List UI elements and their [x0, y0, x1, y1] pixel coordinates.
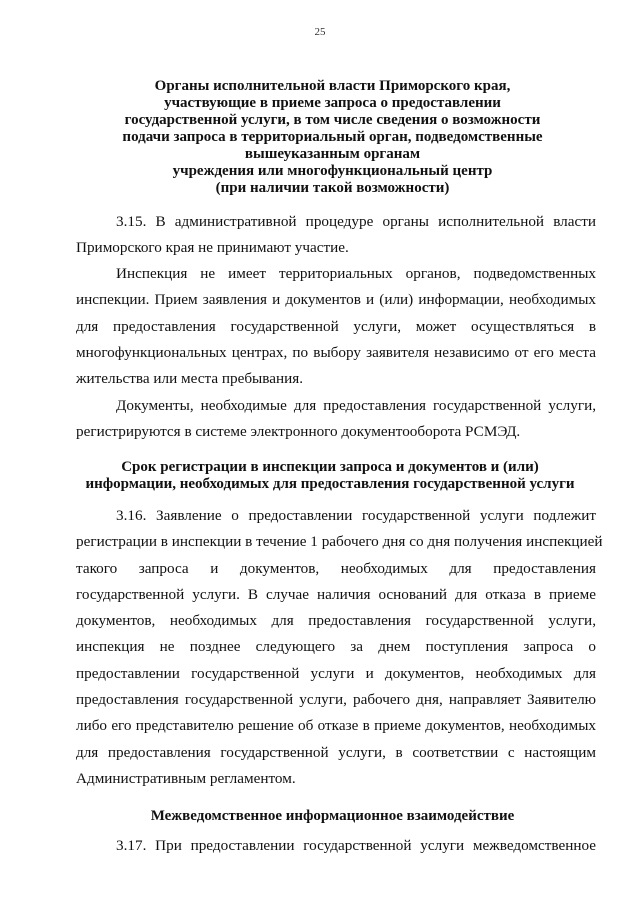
- text-line: Документы, необходимые для предоставления государственной услуги,: [116, 397, 596, 414]
- heading-line: участвующие в приеме запроса о предоставлении: [164, 95, 501, 111]
- heading-line: Межведомственное информационное взаимодействие: [150, 808, 515, 824]
- text-line: такого запроса и документов, необходимых для предоставления: [76, 559, 596, 577]
- heading-line: государственной услуги, в том числе сведения о возможности: [124, 112, 541, 128]
- text-line: инспекция не позднее следующего за днем поступления запроса о: [76, 638, 596, 656]
- heading-line: (при наличии такой возможности): [215, 180, 450, 196]
- text-line: государственной услуги. В случае наличия оснований для отказа в приеме: [76, 585, 596, 603]
- text-line: документов, необходимых для предоставления государственной услуги,: [76, 612, 596, 630]
- paragraph-3-17: [76, 833, 596, 859]
- heading-line: информации, необходимых для предоставления государственной услуги: [85, 476, 575, 492]
- text-line: для предоставления государственной услуги, может осуществляться в: [76, 317, 596, 335]
- paragraph-3-15: [76, 209, 596, 262]
- text-line: жительства или места пребывания.: [76, 370, 303, 388]
- heading-line: учреждения или многофункциональный центр: [172, 163, 493, 179]
- heading-line: Органы исполнительной власти Приморского края,: [154, 78, 511, 94]
- paragraph-documents: [76, 393, 596, 446]
- section-heading-interagency: [60, 808, 605, 825]
- heading-line: вышеуказанным органам: [244, 146, 421, 162]
- text-line: предоставления государственной услуги, рабочего дня, направляет Заявителю: [76, 691, 596, 709]
- text-line: для предоставления государственной услуги, в соответствии с настоящим: [76, 743, 596, 761]
- heading-line: подачи запроса в территориальный орган, подведомственные: [122, 129, 543, 145]
- text-line: регистрируются в системе электронного документооборота РСМЭД.: [76, 423, 521, 441]
- paragraph-3-16: [76, 503, 603, 792]
- text-line: 3.16. Заявление о предоставлении государственной услуги подлежит: [116, 507, 596, 524]
- section-heading-executive-bodies: [60, 78, 605, 197]
- text-line: Приморского края не принимают участие.: [76, 239, 349, 257]
- section-heading-registration-term: [50, 459, 610, 493]
- text-line: инспекции. Прием заявления и документов и (или) информации, необходимых: [76, 291, 596, 309]
- text-line: предоставлении государственной услуги и документов, необходимых для: [76, 664, 596, 682]
- text-line: 3.17. При предоставлении государственной услуги межведомственное: [116, 837, 596, 854]
- heading-line: Срок регистрации в инспекции запроса и документов и (или): [121, 459, 539, 475]
- page-number: 25: [314, 26, 326, 38]
- text-line: Административным регламентом.: [76, 769, 296, 787]
- text-line: 3.15. В административной процедуре органы исполнительной власти: [116, 213, 596, 230]
- paragraph-inspection: [76, 261, 596, 392]
- text-line: многофункциональных центрах, по выбору заявителя независимо от его места: [76, 343, 596, 361]
- text-line: Инспекция не имеет территориальных органов, подведомственных: [116, 265, 596, 282]
- text-line: регистрации в инспекции в течение 1 рабочего дня со дня получения инспекцией: [76, 533, 603, 551]
- text-line: либо его представителю решение об отказе в приеме документов, необходимых: [76, 717, 596, 735]
